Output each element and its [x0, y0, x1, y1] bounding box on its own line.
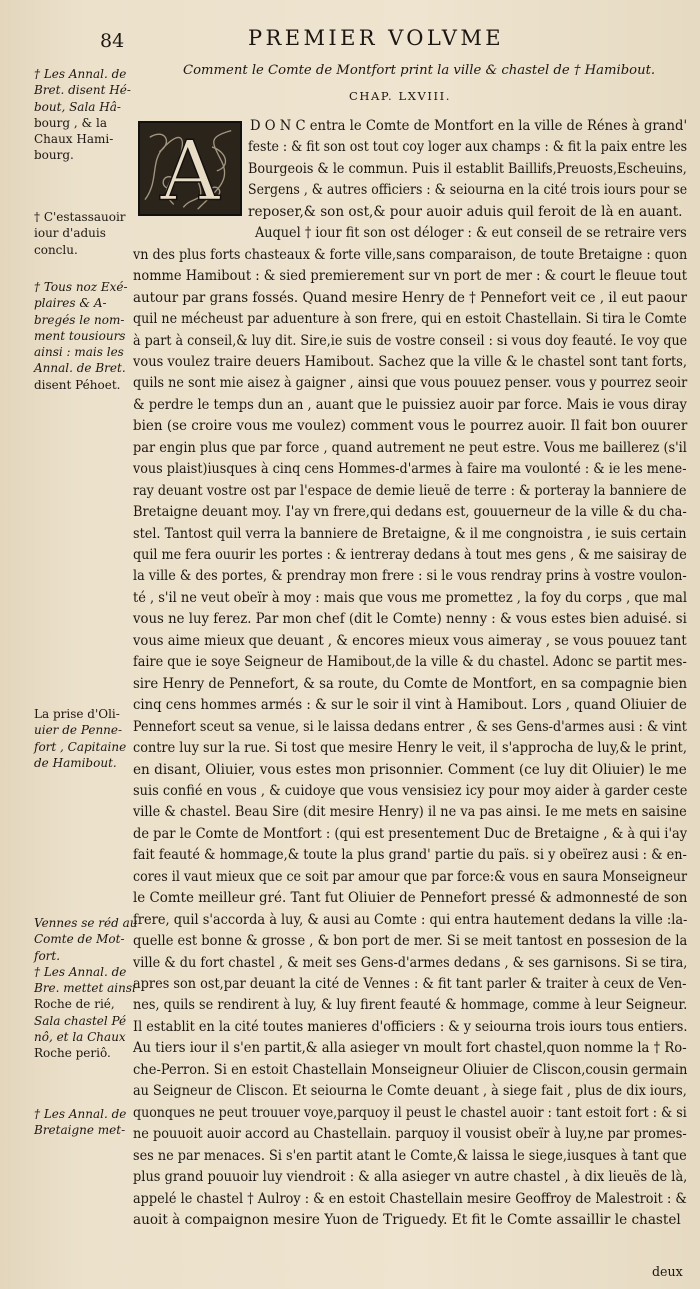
text-line: à part à conseil,& luy dit. Sire,ie suis de vostre conseil : si vous doy feauté. Ie voy que: [133, 332, 688, 349]
decorated-initial-a: [138, 121, 242, 216]
margin-note-line: Bre. mettet ainsi: [34, 981, 136, 996]
text-line: appelé le chastel † Aulroy : & en estoit Chastellain mesire Geoffroy de Malestroit : &: [133, 1190, 687, 1207]
running-title: PREMIER VOLVME: [248, 26, 504, 50]
text-line: Il establit en la cité toutes manieres d'officiers : & y seiourna trois iours tous entiers.: [133, 1018, 688, 1035]
text-line: apres son ost,par deuant la cité de Vennes : & fit tant parler & traiter à ceux de Ven-: [133, 976, 687, 992]
text-line: le Comte meilleur gré. Tant fut Oliuier de Pennefort pressé & admonnesté de son: [133, 890, 688, 907]
text-line: Sergens , & autres officiers : & seiourna en la cité trois iours pour se: [248, 182, 688, 199]
margin-note: [34, 279, 132, 393]
text-line: vous plaist)iusques à cinq cens Hommes-d'armes à faire ma voulonté : & ie les mene-: [133, 461, 687, 478]
ornament-initial-icon: [140, 123, 240, 214]
margin-note-line: Bretaigne met-: [34, 1123, 126, 1138]
margin-note-line: disent Péhoet.: [34, 377, 121, 392]
margin-note: [34, 209, 132, 258]
margin-note-line: plaires & A-: [34, 296, 107, 311]
margin-note: [34, 706, 132, 771]
margin-note-line: conclu.: [34, 242, 78, 257]
margin-note-line: ainsi : mais les: [34, 345, 124, 360]
margin-note: [34, 1106, 132, 1139]
text-line: contre luy sur la rue. Si tost que mesire Henry le veit, il s'approcha de luy,& le print,: [133, 740, 687, 757]
page-number: 84: [100, 30, 125, 52]
text-line: fait feauté & hommage,& toute la plus grand' partie du païs. si y obeïrez ausi : & en-: [133, 847, 687, 864]
text-line: nes, quils se rendirent à luy, & luy firent feauté & hommage, comme à leur Seigneur.: [133, 997, 688, 1014]
text-line: Pennefort sceut sa venue, si le laissa dedans entrer , & ses Gens-d'armes ausi : & vint: [133, 718, 687, 735]
text-line: quil ne mécheust par aduenture à son frere, qui en estoit Chastellain. Si tira le Comte: [133, 311, 687, 328]
margin-note-line: Chaux Hami-: [34, 132, 114, 147]
margin-note-line: iour d'aduis: [34, 226, 106, 241]
margin-note-line: ment tousiours: [34, 328, 126, 343]
text-line: en disant, Oliuier, vous estes mon prisonnier. Comment (ce luy dit Oliuier) le me: [133, 761, 687, 778]
text-line: ne pouuoit auoir accord au Chastellain. parquoy il vousist obeïr à luy,ne par promes-: [133, 1126, 687, 1143]
text-line: quelle est bonne & grosse , & bon port de mer. Si se meit tantost en possesion de la: [133, 933, 688, 950]
chapter-number: CHAP. LXVIII.: [349, 89, 452, 103]
margin-note-line: uier de Penne-: [34, 723, 123, 738]
chapter-title: Comment le Comte de Montfort print la ville & chastel de † Hamibout.: [183, 63, 656, 78]
text-line: bien (se croire vous me voulez) comment vous le pourrez auoir. Il fait bon ouurer: [133, 418, 688, 435]
margin-note-line: Roche de rié,: [34, 997, 115, 1012]
margin-note-line: † Les Annal. de: [34, 67, 127, 81]
text-line: au Seigneur de Cliscon. Et seiourna le Comte deuant , à siege fait , plus de dix iours,: [133, 1083, 687, 1100]
text-line: suis confié en vous , & cuidoye que vous vensisiez icy pour moy aider à garder ceste: [133, 782, 688, 799]
margin-note-line: nô, et la Chaux: [34, 1030, 126, 1045]
text-line: de par le Comte de Montfort : (qui est presentement Duc de Bretaigne , & à qui i'ay: [133, 825, 688, 842]
text-line: nomme Hamibout : & sied premierement sur vn port de mer : & court le fleuue tout: [133, 268, 687, 285]
margin-note-line: † Les Annal. de: [34, 1107, 127, 1121]
margin-note-line: † Tous noz Exé-: [34, 280, 128, 294]
margin-note-line: † C'estassauoir: [34, 210, 126, 224]
text-line: vous voulez traire deuers Hamibout. Sachez que la ville & le chastel sont tant forts,: [133, 353, 688, 370]
margin-note: [34, 915, 138, 1062]
text-line: cores il vaut mieux que ce soit par amour que par force:& vous en saura Monseigneur: [133, 868, 688, 885]
text-line: ses ne par menaces. Si s'en partit atant le Comte,& laissa le siege,iusques à tant que: [133, 1147, 687, 1164]
text-line: ville & du fort chastel , & meit ses Gens-d'armes dedans , & ses garnisons. Si se tira,: [133, 954, 688, 971]
text-line: vn des plus forts chasteaux & forte ville,sans comparaison, de toute Bretaigne : quon: [133, 246, 688, 263]
margin-note-line: bregés le nom-: [34, 312, 125, 327]
text-line: D O N C entra le Comte de Montfort en la ville de Rénes à grand': [250, 118, 688, 134]
text-line: stel. Tantost quil verra la banniere de Bretaigne, & il me congnoistra , ie suis certain: [133, 525, 687, 542]
margin-note-line: fort , Capitaine: [34, 739, 127, 754]
svg-text:A: A: [160, 124, 220, 214]
margin-note-line: La prise d'Oli-: [34, 707, 120, 721]
text-line: frere, quil s'accorda à luy, & ausi au Comte : qui entra hautement dedans la ville :la-: [133, 911, 688, 928]
text-line: feste : & fit son ost tout coy loger aux champs : & fit la paix entre les: [248, 139, 688, 156]
text-line: & perdre le temps dun an , auant que le puissiez auoir par force. Mais ie vous diray: [133, 396, 687, 413]
text-line: cinq cens hommes armés : & sur le soir il vint à Hamibout. Lors , quand Oliuier de: [133, 697, 687, 714]
margin-note-line: Roche periô.: [34, 1046, 111, 1061]
text-line: quils ne sont mie aisez à gaigner , ainsi que vous pouuez penser. vous y pourrez seoir: [133, 375, 688, 392]
margin-note-line: Vennes se réd au: [34, 916, 138, 930]
text-line: té , s'il ne veut obeïr à moy : mais que vous me promettez , la foy du corps , que mal: [133, 589, 688, 606]
text-line: vous ne luy ferez. Par mon chef (dit le Comte) nenny : & vous estes bien aduisé. si: [133, 611, 687, 628]
margin-note-line: bourg , & la: [34, 115, 107, 130]
text-line: reposer,& son ost,& pour auoir aduis quil feroit de là en auant.: [248, 203, 683, 220]
text-line: Bourgeois & le commun. Puis il establit Baillifs,Preuosts,Escheuins,: [248, 160, 687, 177]
catchword: deux: [652, 1264, 683, 1279]
margin-note-line: fort.: [34, 948, 61, 963]
margin-note-line: Comte de Mot-: [34, 932, 125, 947]
text-line: ville & chastel. Beau Sire (dit mesire Henry) il ne va pas ainsi. Ie me mets en saisine: [133, 804, 687, 821]
text-line: la ville & des portes, & prendray mon frere : si le vous rendray prins à vostre voulon-: [133, 568, 687, 585]
margin-note: [34, 66, 132, 164]
text-line: faire que ie soye Seigneur de Hamibout,de la ville & du chastel. Adonc se partit mes-: [133, 654, 687, 671]
margin-note-line: Bret. disent Hé-: [34, 83, 131, 98]
text-line: auoit à compaignon mesire Yuon de Triguedy. Et fit le Comte assaillir le chastel: [133, 1211, 681, 1228]
text-line: Auquel † iour fit son ost déloger : & eut conseil de se retraire vers: [255, 225, 687, 242]
text-line: quonques ne peut trouuer voye,parquoy il peust le chastel auoir : tant estoit fort : & si: [133, 1104, 687, 1121]
text-line: Bretaigne deuant moy. I'ay vn frere,qui dedans est, gouuerneur de la ville & du cha-: [133, 504, 687, 521]
margin-note-line: bourg.: [34, 148, 74, 163]
margin-note-line: Sala chastel Pé: [34, 1013, 127, 1028]
text-line: ray deuant vostre ost par l'espace de demie lieuë de terre : & porteray la banniere de: [133, 482, 687, 499]
text-line: Au tiers iour il s'en partit,& alla asieger vn moult fort chastel,quon nomme la † Ro-: [133, 1040, 687, 1057]
margin-note-line: de Hamibout.: [34, 755, 117, 770]
text-line: sire Henry de Pennefort, & sa route, du Comte de Montfort, en sa compagnie bien: [133, 675, 688, 692]
margin-note-line: bout, Sala Hâ-: [34, 99, 121, 114]
text-line: par engin plus que par force , quand autrement ne peut estre. Vous me baillerez (s'il: [133, 439, 687, 456]
text-line: plus grand pouuoir luy viendroit : & alla asieger vn autre chastel , à dix lieuës de là,: [133, 1169, 688, 1186]
margin-note-line: Annal. de Bret.: [34, 361, 126, 376]
text-line: autour par grans fossés. Quand mesire Henry de † Pennefort veit ce , il eut paour: [133, 289, 688, 306]
text-line: che-Perron. Si en estoit Chastellain Monseigneur Oliuier de Cliscon,cousin germain: [133, 1061, 688, 1078]
text-line: quil me fera ouurir les portes : & ientreray dedans à tout mes gens , & me saisiray de: [133, 547, 687, 563]
margin-note-line: † Les Annal. de: [34, 964, 127, 979]
text-line: vous aime mieux que deuant , & encores mieux vous aimeray , se vous pouuez tant: [133, 632, 687, 649]
